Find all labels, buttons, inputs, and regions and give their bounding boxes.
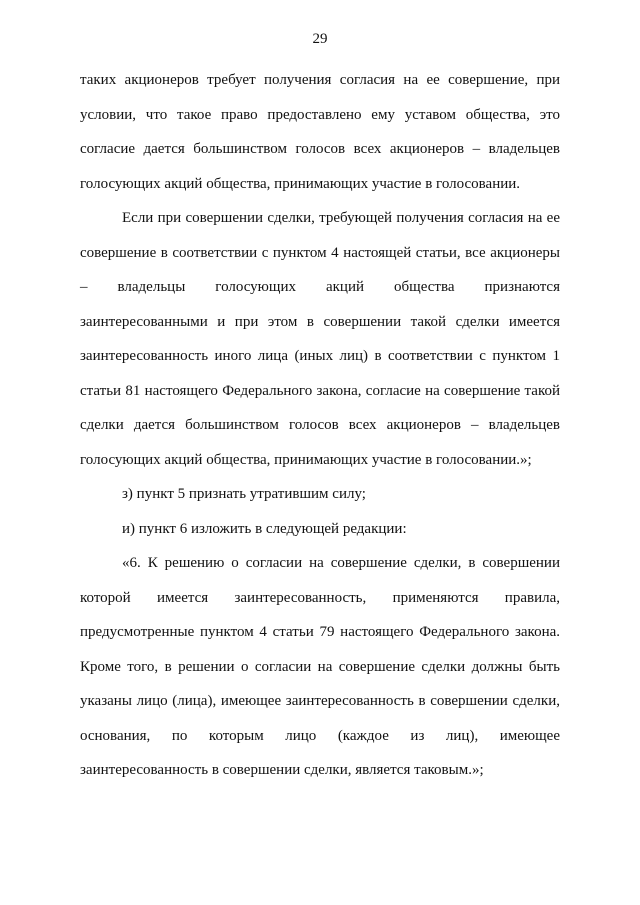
page-number: 29: [312, 31, 328, 47]
paragraph-consent-rule: Если при совершении сделки, требующей получения согласия на ее совершение в соответствии с пунктом 4 настоящей статьи, все акционеры – владельцы голосующих акций общества признаются заинтересованными и при этом в совершении такой сделки имеется заинтересованность иного лица (иных лиц) в соответствии с пунктом 1 статьи 81 настоящего Федерального закона, согласие на совершение такой сделки дается большинством голосов всех акционеров – владельцев голосующих акций общества, принимающих участие в голосовании.»;: [80, 210, 560, 468]
paragraph-item-i: и) пункт 6 изложить в следующей редакции:: [122, 520, 407, 537]
paragraph-continuation: таких акционеров требует получения согласия на ее совершение, при условии, что такое право предоставлено ему уставом общества, это согласие дается большинством голосов всех акционеров – владельцев голосующих акций общества, принимающих участие в голосовании.: [80, 72, 560, 192]
document-body: [80, 63, 560, 788]
paragraph-clause-6: «6. К решению о согласии на совершение сделки, в совершении которой имеется заинтересованность, применяются правила, предусмотренные пунктом 4 статьи 79 настоящего Федерального закона. Кроме того, в решении о согласии на совершение сделки должны быть указаны лицо (лица), имеющее заинтересованность в совершении сделки, основания, по которым лицо (каждое из лиц), имеющее заинтересованность в совершении сделки, является таковым.»;: [80, 555, 560, 778]
paragraph-item-z: з) пункт 5 признать утратившим силу;: [122, 486, 366, 502]
